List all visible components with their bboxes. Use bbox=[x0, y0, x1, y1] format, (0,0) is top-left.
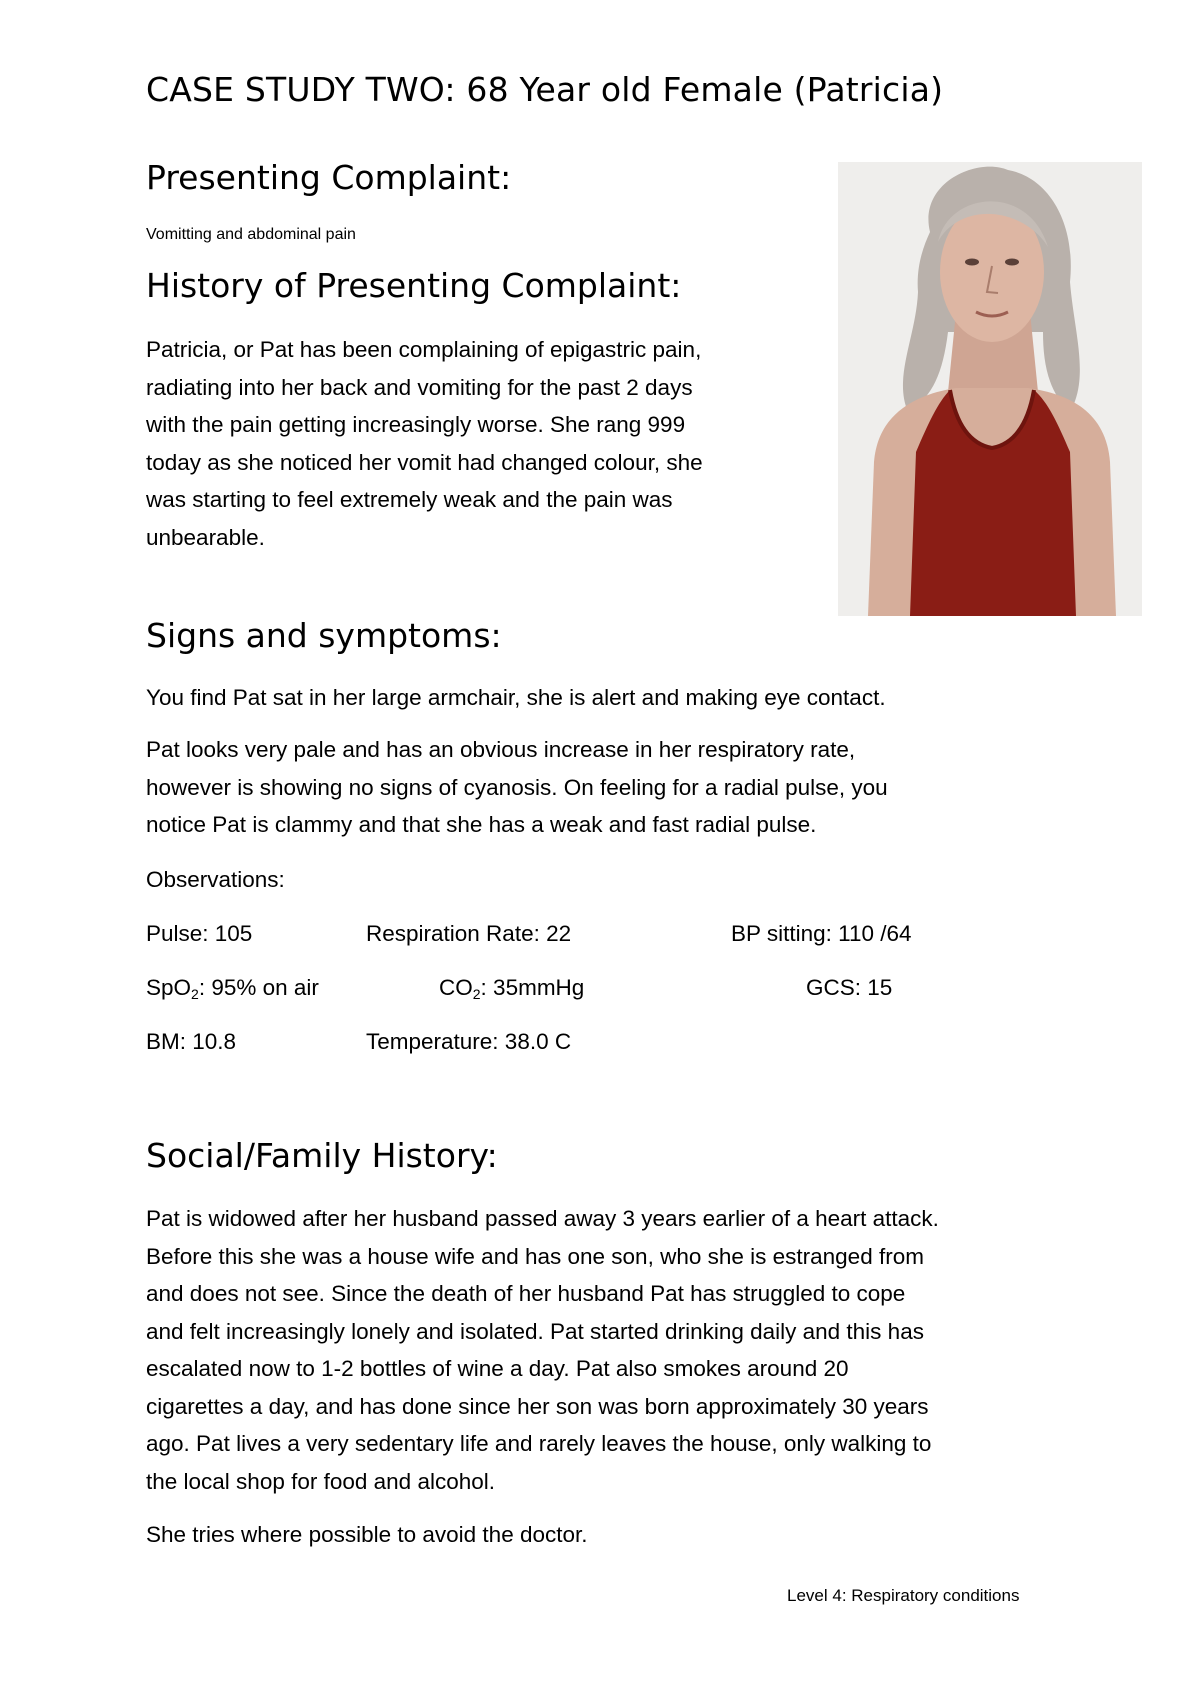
history-line: with the pain getting increasingly worse. She rang 999 bbox=[146, 412, 686, 437]
social-paragraph bbox=[146, 1200, 939, 1500]
history-paragraph bbox=[146, 331, 703, 556]
presenting-complaint-text: Vomitting and abdominal pain bbox=[146, 226, 356, 243]
social-closing: She tries where possible to avoid the doctor. bbox=[146, 1522, 588, 1547]
history-line: unbearable. bbox=[146, 524, 265, 550]
social-line: and does not see. Since the death of her husband Pat has struggled to cope bbox=[146, 1281, 906, 1306]
obs-bp: BP sitting: 110 /64 bbox=[731, 921, 912, 946]
page-title: CASE STUDY TWO: 68 Year old Female (Patricia) bbox=[146, 70, 944, 109]
history-line: was starting to feel extremely weak and the pain was bbox=[146, 487, 673, 512]
signs-line: notice Pat is clammy and that she has a weak and fast radial pulse. bbox=[146, 812, 817, 837]
obs-co2: $CO_2$: 35mmHg bbox=[439, 975, 585, 1002]
obs-gcs: GCS: 15 bbox=[806, 975, 893, 1000]
signs-paragraph-2 bbox=[146, 731, 888, 844]
observations-heading: Observations: bbox=[146, 867, 285, 892]
signs-paragraph-1: You find Pat sat in her large armchair, she is alert and making eye contact. bbox=[146, 685, 886, 710]
signs-line: however is showing no signs of cyanosis. On feeling for a radial pulse, you bbox=[146, 774, 888, 800]
history-line: Patricia, or Pat has been complaining of epigastric pain, bbox=[146, 337, 702, 362]
patient-photo bbox=[838, 162, 1142, 616]
social-line: the local shop for food and alcohol. bbox=[146, 1468, 495, 1494]
presenting-complaint-heading: Presenting Complaint: bbox=[146, 158, 512, 197]
history-line: radiating into her back and vomiting for the past 2 days bbox=[146, 374, 693, 400]
social-line: ago. Pat lives a very sedentary life and rarely leaves the house, only walking to bbox=[146, 1431, 932, 1456]
obs-respiration: Respiration Rate: 22 bbox=[366, 921, 572, 946]
social-line: cigarettes a day, and has done since her son was born approximately 30 years bbox=[146, 1393, 929, 1419]
history-line: today as she noticed her vomit had changed colour, she bbox=[146, 449, 703, 475]
signs-heading: Signs and symptoms: bbox=[146, 616, 502, 655]
history-heading: History of Presenting Complaint: bbox=[146, 266, 682, 305]
signs-line: Pat looks very pale and has an obvious increase in her respiratory rate, bbox=[146, 737, 856, 762]
social-line: Pat is widowed after her husband passed away 3 years earlier of a heart attack. bbox=[146, 1206, 939, 1231]
page-footer: Level 4: Respiratory conditions bbox=[787, 1586, 1020, 1605]
obs-spo2: SpO$_2$: 95% on air bbox=[146, 975, 319, 1002]
social-line: and felt increasingly lonely and isolated. Pat started drinking daily and this has bbox=[146, 1318, 924, 1344]
obs-bm: BM: 10.8 bbox=[146, 1029, 237, 1054]
social-line: Before this she was a house wife and has one son, who she is estranged from bbox=[146, 1243, 924, 1269]
obs-pulse: Pulse: 105 bbox=[146, 921, 253, 946]
obs-temperature: Temperature: 38.0 C bbox=[366, 1029, 572, 1054]
social-heading: Social/Family History: bbox=[146, 1136, 498, 1175]
social-line: escalated now to 1-2 bottles of wine a day. Pat also smokes around 20 bbox=[146, 1356, 849, 1381]
